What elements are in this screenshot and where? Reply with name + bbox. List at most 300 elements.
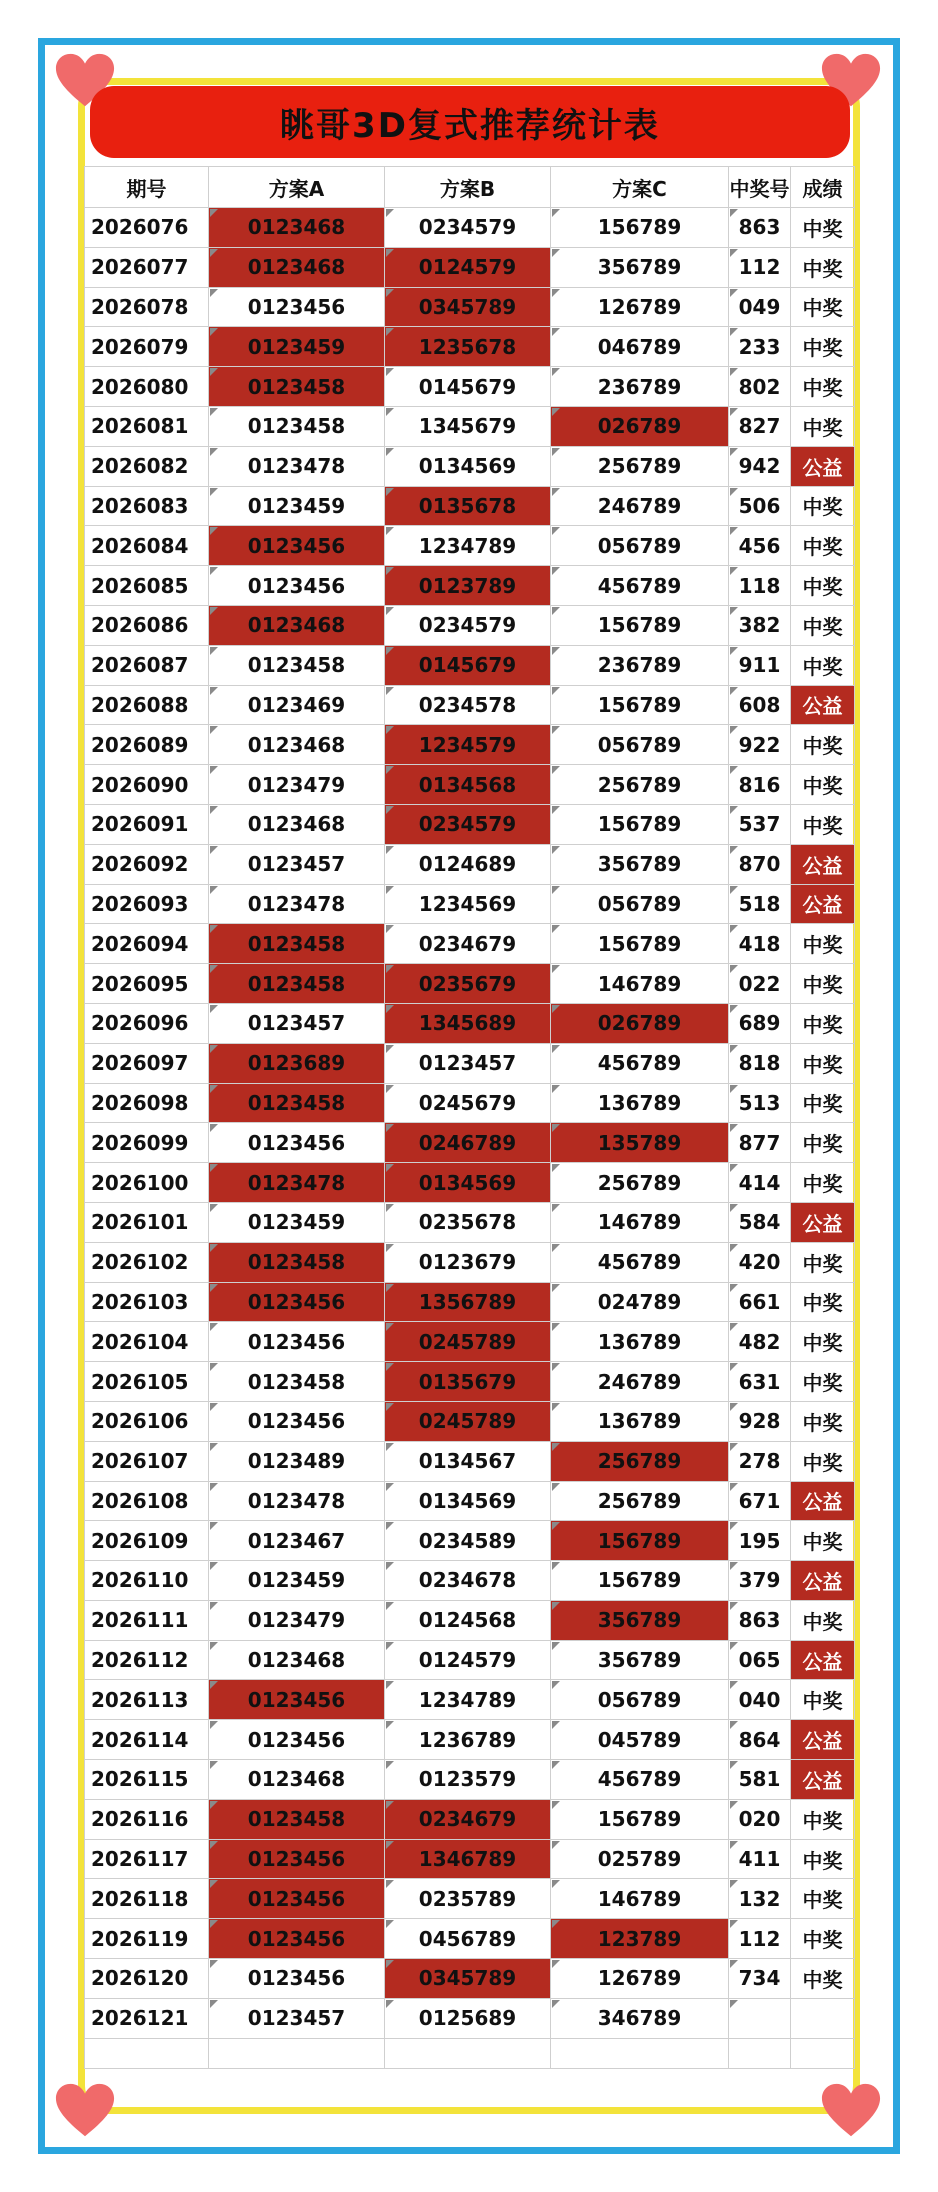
- result-cell-text: 中奖: [802, 734, 843, 759]
- plan-a-cell-text: 0123469: [247, 692, 346, 717]
- comment-marker-icon: [210, 1483, 218, 1491]
- comment-marker-icon: [210, 2000, 218, 2008]
- plan-c-cell-text: 236789: [597, 374, 682, 399]
- issue-cell-text: 2026082: [91, 454, 189, 479]
- table-row: [85, 804, 855, 844]
- comment-marker-icon: [210, 408, 218, 416]
- plan-c-cell-text: 456789: [597, 1250, 682, 1275]
- plan-a-cell: [209, 1322, 385, 1362]
- plan-c-cell-text: 045789: [597, 1727, 682, 1752]
- winning-number-cell-text: 020: [738, 1807, 781, 1832]
- issue-cell-text: 2026087: [91, 653, 189, 678]
- result-cell-text: 公益: [802, 1490, 843, 1515]
- issue-cell-text: 2026118: [91, 1886, 189, 1911]
- plan-a-cell-text: 0123456: [247, 1329, 346, 1354]
- comment-marker-icon: [210, 1284, 218, 1292]
- plan-a-cell-text: 0123456: [247, 533, 346, 558]
- comment-marker-icon: [730, 289, 738, 297]
- plan-b-cell: [385, 1839, 551, 1879]
- result-cell-text: 公益: [802, 1649, 843, 1674]
- plan-c-cell: [551, 247, 729, 287]
- winning-number-cell-text: 040: [738, 1687, 781, 1712]
- comment-marker-icon: [210, 1920, 218, 1928]
- comment-marker-icon: [210, 1960, 218, 1968]
- table-row: [85, 1561, 855, 1601]
- comment-marker-icon: [386, 1403, 394, 1411]
- plan-b-cell: [385, 1322, 551, 1362]
- comment-marker-icon: [730, 1085, 738, 1093]
- result-cell-text: 中奖: [802, 1848, 843, 1873]
- plan-a-cell: [209, 486, 385, 526]
- plan-b-cell-text: 1234789: [418, 1687, 517, 1712]
- header-winning-number: 中奖号: [729, 167, 791, 208]
- result-cell: [791, 1919, 855, 1959]
- winning-number-cell: [729, 725, 791, 765]
- comment-marker-icon: [552, 328, 560, 336]
- winning-number-cell: [729, 1799, 791, 1839]
- plan-a-cell: [209, 1202, 385, 1242]
- comment-marker-icon: [210, 1721, 218, 1729]
- plan-b-cell: [385, 1640, 551, 1680]
- table-row: [85, 884, 855, 924]
- plan-c-cell-text: 456789: [597, 573, 682, 598]
- table-row: [85, 1760, 855, 1800]
- plan-a-cell: [209, 685, 385, 725]
- result-cell: [791, 1163, 855, 1203]
- result-cell-text: 公益: [802, 1729, 843, 1754]
- plan-c-cell: [551, 1600, 729, 1640]
- plan-c-cell-text: 156789: [597, 692, 682, 717]
- issue-cell: [85, 1401, 209, 1441]
- comment-marker-icon: [386, 1443, 394, 1451]
- plan-c-cell-text: 256789: [597, 1449, 682, 1474]
- issue-cell: [85, 1481, 209, 1521]
- result-cell-text: 中奖: [802, 1808, 843, 1833]
- result-cell-text: 公益: [802, 853, 843, 878]
- plan-a-cell-text: 0123459: [247, 334, 346, 359]
- stats-table: [84, 166, 855, 2069]
- plan-c-cell-text: 156789: [597, 215, 682, 240]
- plan-b-cell: [385, 884, 551, 924]
- comment-marker-icon: [730, 647, 738, 655]
- comment-marker-icon: [730, 1642, 738, 1650]
- comment-marker-icon: [210, 527, 218, 535]
- comment-marker-icon: [730, 1443, 738, 1451]
- comment-marker-icon: [386, 886, 394, 894]
- plan-b-cell: [385, 1043, 551, 1083]
- issue-cell: [85, 1998, 209, 2038]
- comment-marker-icon: [210, 766, 218, 774]
- result-cell: [791, 645, 855, 685]
- plan-b-cell-text: 0124568: [418, 1608, 517, 1633]
- plan-b-cell-text: 1356789: [418, 1289, 517, 1314]
- comment-marker-icon: [386, 846, 394, 854]
- plan-b-cell-text: 1345689: [418, 1011, 517, 1036]
- plan-a-cell-text: 0123456: [247, 573, 346, 598]
- plan-c-cell-text: 146789: [597, 1210, 682, 1235]
- title-banner: [90, 86, 850, 158]
- plan-b-cell: [385, 725, 551, 765]
- plan-b-cell: [385, 964, 551, 1004]
- comment-marker-icon: [552, 846, 560, 854]
- issue-cell-text: 2026117: [91, 1847, 189, 1872]
- plan-a-cell: [209, 924, 385, 964]
- plan-b-cell-text: 1235678: [418, 334, 517, 359]
- comment-marker-icon: [730, 1323, 738, 1331]
- plan-c-cell: [551, 964, 729, 1004]
- plan-a-cell-text: 0123459: [247, 1210, 346, 1235]
- comment-marker-icon: [386, 2000, 394, 2008]
- comment-marker-icon: [386, 925, 394, 933]
- plan-b-cell-text: 0345789: [418, 294, 517, 319]
- winning-number-cell: [729, 1163, 791, 1203]
- result-cell-text: 中奖: [802, 1689, 843, 1714]
- plan-b-cell-text: 0123789: [418, 573, 517, 598]
- result-cell-text: 中奖: [802, 1450, 843, 1475]
- plan-c-cell-text: 056789: [597, 732, 682, 757]
- comment-marker-icon: [730, 328, 738, 336]
- plan-b-cell: [385, 526, 551, 566]
- comment-marker-icon: [552, 1443, 560, 1451]
- comment-marker-icon: [552, 647, 560, 655]
- plan-a-cell: [209, 526, 385, 566]
- winning-number-cell: [729, 1959, 791, 1999]
- comment-marker-icon: [386, 1284, 394, 1292]
- comment-marker-icon: [730, 448, 738, 456]
- result-cell: [791, 1401, 855, 1441]
- plan-a-cell-text: 0123458: [247, 653, 346, 678]
- winning-number-cell: [729, 367, 791, 407]
- winning-number-cell-text: 537: [738, 812, 781, 837]
- plan-b-cell-text: 0245679: [418, 1090, 517, 1115]
- plan-a-cell: [209, 327, 385, 367]
- comment-marker-icon: [210, 249, 218, 257]
- winning-number-cell: [729, 1043, 791, 1083]
- comment-marker-icon: [210, 1642, 218, 1650]
- comment-marker-icon: [386, 1522, 394, 1530]
- issue-cell: [85, 1959, 209, 1999]
- plan-c-cell: [551, 1879, 729, 1919]
- plan-b-cell: [385, 247, 551, 287]
- plan-c-cell: [551, 1481, 729, 1521]
- plan-a-cell: [209, 605, 385, 645]
- plan-a-cell: [209, 1441, 385, 1481]
- winning-number-cell: [729, 1202, 791, 1242]
- plan-a-cell-text: 0123478: [247, 1488, 346, 1513]
- plan-c-cell-text: 256789: [597, 772, 682, 797]
- plan-b-cell: [385, 1123, 551, 1163]
- result-cell-text: 中奖: [802, 1172, 843, 1197]
- result-cell: [791, 1003, 855, 1043]
- plan-a-cell: [209, 1640, 385, 1680]
- table-row: [85, 924, 855, 964]
- winning-number-cell: [729, 526, 791, 566]
- comment-marker-icon: [552, 1403, 560, 1411]
- plan-b-cell: [385, 486, 551, 526]
- winning-number-cell-text: 482: [738, 1329, 781, 1354]
- table-row: [85, 1521, 855, 1561]
- winning-number-cell-text: 049: [738, 294, 781, 319]
- plan-a-cell-text: 0123467: [247, 1528, 346, 1553]
- comment-marker-icon: [210, 1323, 218, 1331]
- comment-marker-icon: [386, 766, 394, 774]
- table-row: [85, 1879, 855, 1919]
- comment-marker-icon: [730, 925, 738, 933]
- plan-a-cell: [209, 1799, 385, 1839]
- issue-cell: [85, 208, 209, 248]
- comment-marker-icon: [386, 408, 394, 416]
- result-cell-text: 公益: [802, 1211, 843, 1236]
- winning-number-cell: [729, 406, 791, 446]
- result-cell: [791, 1879, 855, 1919]
- result-cell-text: 中奖: [802, 336, 843, 361]
- issue-cell-text: 2026115: [91, 1767, 189, 1792]
- issue-cell: [85, 1441, 209, 1481]
- comment-marker-icon: [552, 1721, 560, 1729]
- plan-b-cell: [385, 1441, 551, 1481]
- issue-cell: [85, 446, 209, 486]
- winning-number-cell-text: 864: [738, 1727, 781, 1752]
- issue-cell-text: 2026078: [91, 294, 189, 319]
- plan-a-cell-text: 0123478: [247, 891, 346, 916]
- comment-marker-icon: [730, 1841, 738, 1849]
- plan-a-cell: [209, 1083, 385, 1123]
- plan-c-cell: [551, 1003, 729, 1043]
- issue-cell-text: 2026121: [91, 2006, 189, 2031]
- plan-a-cell: [209, 1043, 385, 1083]
- comment-marker-icon: [730, 1483, 738, 1491]
- comment-marker-icon: [210, 1681, 218, 1689]
- plan-a-cell-text: 0123458: [247, 1369, 346, 1394]
- table-row: [85, 725, 855, 765]
- comment-marker-icon: [552, 488, 560, 496]
- plan-c-cell: [551, 645, 729, 685]
- comment-marker-icon: [552, 607, 560, 615]
- comment-marker-icon: [730, 886, 738, 894]
- table-row: [85, 1242, 855, 1282]
- winning-number-cell-text: 411: [738, 1847, 781, 1872]
- plan-a-cell: [209, 446, 385, 486]
- plan-a-cell: [209, 645, 385, 685]
- result-cell: [791, 964, 855, 1004]
- comment-marker-icon: [386, 726, 394, 734]
- comment-marker-icon: [210, 448, 218, 456]
- plan-c-cell-text: 256789: [597, 454, 682, 479]
- winning-number-cell: [729, 1521, 791, 1561]
- comment-marker-icon: [386, 1880, 394, 1888]
- plan-c-cell: [551, 208, 729, 248]
- plan-a-cell: [209, 1561, 385, 1601]
- plan-b-cell-text: 0123679: [418, 1250, 517, 1275]
- plan-c-cell-text: 135789: [597, 1130, 682, 1155]
- comment-marker-icon: [552, 1363, 560, 1371]
- plan-b-cell: [385, 1919, 551, 1959]
- plan-b-cell-text: 1236789: [418, 1727, 517, 1752]
- issue-cell-text: 2026092: [91, 852, 189, 877]
- plan-b-cell-text: 0135679: [418, 1369, 517, 1394]
- plan-b-cell-text: 0235789: [418, 1886, 517, 1911]
- plan-c-cell-text: 136789: [597, 1090, 682, 1115]
- comment-marker-icon: [730, 249, 738, 257]
- comment-marker-icon: [730, 408, 738, 416]
- comment-marker-icon: [730, 965, 738, 973]
- winning-number-cell: [729, 765, 791, 805]
- winning-number-cell: [729, 844, 791, 884]
- issue-cell: [85, 1242, 209, 1282]
- winning-number-cell: [729, 1083, 791, 1123]
- result-cell: [791, 1600, 855, 1640]
- plan-b-cell-text: 0245789: [418, 1409, 517, 1434]
- comment-marker-icon: [730, 1284, 738, 1292]
- issue-cell-text: 2026103: [91, 1289, 189, 1314]
- winning-number-cell: [729, 208, 791, 248]
- winning-number-cell: [729, 1401, 791, 1441]
- issue-cell: [85, 1322, 209, 1362]
- comment-marker-icon: [210, 1085, 218, 1093]
- result-cell-text: 中奖: [802, 933, 843, 958]
- comment-marker-icon: [730, 766, 738, 774]
- result-cell: [791, 1362, 855, 1402]
- comment-marker-icon: [386, 567, 394, 575]
- plan-a-cell: [209, 1401, 385, 1441]
- table-row: [85, 486, 855, 526]
- header-result: 成绩: [791, 167, 855, 208]
- comment-marker-icon: [552, 1244, 560, 1252]
- winning-number-cell-text: 816: [738, 772, 781, 797]
- comment-marker-icon: [210, 209, 218, 217]
- comment-marker-icon: [552, 1960, 560, 1968]
- plan-c-cell-text: 146789: [597, 1886, 682, 1911]
- comment-marker-icon: [386, 806, 394, 814]
- winning-number-cell: [729, 1600, 791, 1640]
- winning-number-cell-text: 870: [738, 852, 781, 877]
- result-cell-text: 中奖: [802, 1331, 843, 1356]
- comment-marker-icon: [552, 1642, 560, 1650]
- plan-a-cell-text: 0123468: [247, 812, 346, 837]
- plan-c-cell: [551, 526, 729, 566]
- issue-cell: [85, 804, 209, 844]
- plan-a-cell: [209, 1720, 385, 1760]
- result-cell-text: 中奖: [802, 495, 843, 520]
- plan-a-cell: [209, 1998, 385, 2038]
- issue-cell: [85, 1043, 209, 1083]
- plan-a-cell-text: 0123456: [247, 1886, 346, 1911]
- comment-marker-icon: [210, 1164, 218, 1172]
- comment-marker-icon: [210, 726, 218, 734]
- plan-b-cell-text: 0135678: [418, 493, 517, 518]
- comment-marker-icon: [730, 1164, 738, 1172]
- result-cell: [791, 804, 855, 844]
- plan-a-cell: [209, 1362, 385, 1402]
- plan-a-cell: [209, 964, 385, 1004]
- plan-c-cell: [551, 566, 729, 606]
- result-cell-text: 中奖: [802, 1371, 843, 1395]
- plan-c-cell-text: 456789: [597, 1051, 682, 1076]
- issue-cell: [85, 287, 209, 327]
- table-row: [85, 1839, 855, 1879]
- winning-number-cell-text: 863: [738, 215, 781, 240]
- plan-b-cell: [385, 645, 551, 685]
- comment-marker-icon: [730, 1721, 738, 1729]
- winning-number-cell: [729, 1680, 791, 1720]
- plan-c-cell-text: 046789: [597, 334, 682, 359]
- plan-c-cell: [551, 884, 729, 924]
- issue-cell: [85, 1561, 209, 1601]
- table-row: [85, 1640, 855, 1680]
- issue-cell: [85, 566, 209, 606]
- issue-cell-text: 2026109: [91, 1528, 189, 1553]
- winning-number-cell-text: 022: [738, 971, 781, 996]
- plan-a-cell-text: 0123458: [247, 1090, 346, 1115]
- issue-cell: [85, 406, 209, 446]
- plan-a-cell: [209, 247, 385, 287]
- plan-b-cell: [385, 1481, 551, 1521]
- plan-a-cell: [209, 1242, 385, 1282]
- issue-cell-text: 2026088: [91, 692, 189, 717]
- plan-b-cell-text: 0125689: [418, 2006, 517, 2031]
- comment-marker-icon: [386, 1801, 394, 1809]
- issue-cell-text: 2026094: [91, 931, 189, 956]
- table-row: [85, 208, 855, 248]
- plan-c-cell: [551, 1919, 729, 1959]
- winning-number-cell-text: 382: [738, 613, 781, 638]
- result-cell: [791, 1521, 855, 1561]
- plan-c-cell: [551, 1083, 729, 1123]
- plan-a-cell: [209, 725, 385, 765]
- plan-b-cell-text: 0123579: [418, 1767, 517, 1792]
- result-cell-text: 中奖: [802, 256, 843, 281]
- issue-cell-text: 2026116: [91, 1807, 189, 1832]
- winning-number-cell: [729, 1123, 791, 1163]
- comment-marker-icon: [552, 209, 560, 217]
- result-cell: [791, 725, 855, 765]
- comment-marker-icon: [210, 1841, 218, 1849]
- comment-marker-icon: [386, 1841, 394, 1849]
- plan-a-cell-text: 0123457: [247, 1011, 346, 1036]
- plan-c-cell: [551, 1760, 729, 1800]
- comment-marker-icon: [730, 1244, 738, 1252]
- plan-b-cell-text: 0235679: [418, 971, 517, 996]
- plan-b-cell: [385, 1799, 551, 1839]
- plan-c-cell: [551, 327, 729, 367]
- plan-a-cell-text: 0123456: [247, 1687, 346, 1712]
- result-cell: [791, 1998, 855, 2038]
- issue-cell: [85, 247, 209, 287]
- plan-b-cell: [385, 1362, 551, 1402]
- plan-c-cell: [551, 1322, 729, 1362]
- comment-marker-icon: [386, 687, 394, 695]
- result-cell: [791, 1123, 855, 1163]
- result-cell: [791, 1839, 855, 1879]
- comment-marker-icon: [552, 1085, 560, 1093]
- comment-marker-icon: [210, 1602, 218, 1610]
- table-row: [85, 1401, 855, 1441]
- plan-b-cell: [385, 566, 551, 606]
- comment-marker-icon: [552, 448, 560, 456]
- plan-a-cell-text: 0123456: [247, 1966, 346, 1991]
- winning-number-cell-text: 911: [738, 653, 781, 678]
- issue-cell-text: 2026089: [91, 732, 189, 757]
- winning-number-cell: [729, 1282, 791, 1322]
- table-row: [85, 1282, 855, 1322]
- plan-a-cell-text: 0123479: [247, 1608, 346, 1633]
- winning-number-cell: [729, 685, 791, 725]
- comment-marker-icon: [386, 249, 394, 257]
- table-row: [85, 1919, 855, 1959]
- header-issue: 期号: [85, 167, 209, 208]
- table-row: [85, 406, 855, 446]
- comment-marker-icon: [552, 1284, 560, 1292]
